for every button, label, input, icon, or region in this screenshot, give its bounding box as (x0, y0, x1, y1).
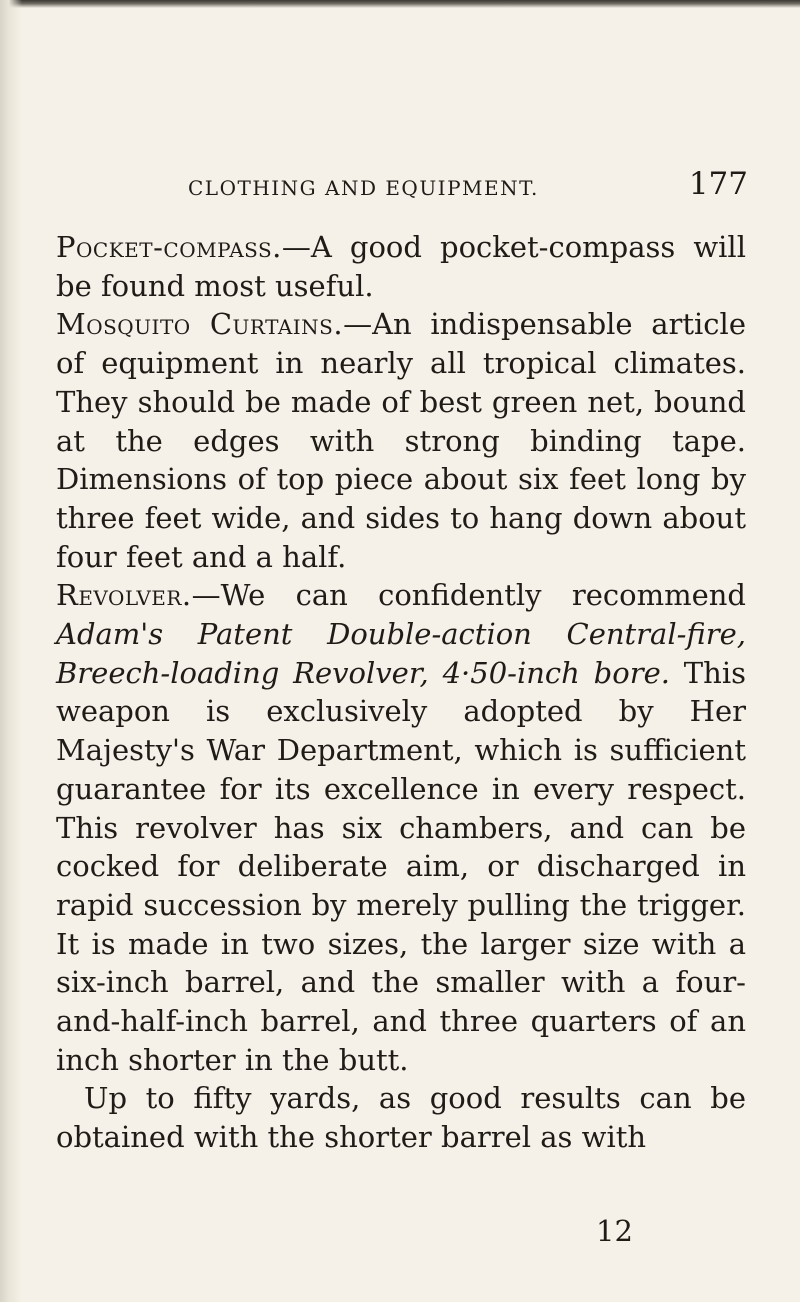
paragraph-lead: Pocket-compass. (56, 230, 282, 264)
running-head: CLOTHING AND EQUIPMENT. (188, 176, 539, 200)
paragraph-revolver (56, 576, 746, 1079)
signature-mark: 12 (596, 1214, 633, 1248)
revolver-name: Adam's Patent Double-action Central-fire, Breech-loading Revolver, 4·50-inch bore. (56, 617, 746, 690)
paragraph-lead: Revolver. (56, 578, 192, 613)
paragraph-lead: Mosquito Curtains. (56, 307, 344, 342)
paragraph-text: —We can confidently recommend (191, 578, 746, 613)
paragraph-text: —A good pocket-compass will be found most useful. (56, 230, 746, 303)
paragraph-pocket-compass (56, 228, 746, 305)
paragraph-mosquito-curtains (56, 305, 746, 576)
page-edge-top (0, 0, 800, 8)
page-number: 177 (688, 166, 748, 202)
paragraph-text: This weapon is exclusively adopted by Her Majesty's War Department, which is sufficient guarantee for its excellence in every respect. This revolver has six chambers, and can be cocked for deliberate aim, or discharged in rapid succession by merely pulling the trigger. It is made in two sizes, the larger size with a six-inch barrel, and the smaller with a four-and-half-inch barrel, and three quarters of an inch shorter in the butt. (56, 655, 746, 1077)
paragraph-text: —An indispensable article of equipment in nearly all tropical climates. They should be made of best green net, bound at the edges with strong binding tape. Dimensions of top piece about six feet long by three feet wide, and sides to hang down about four feet and a half. (56, 307, 746, 574)
page-edge-left (0, 0, 22, 1302)
paragraph-up-to-fifty-yards (56, 1079, 746, 1156)
paragraph-text: Up to fifty yards, as good results can be obtained with the shorter barrel as with (56, 1081, 746, 1155)
page-header (188, 166, 748, 206)
body-text (56, 228, 746, 1157)
